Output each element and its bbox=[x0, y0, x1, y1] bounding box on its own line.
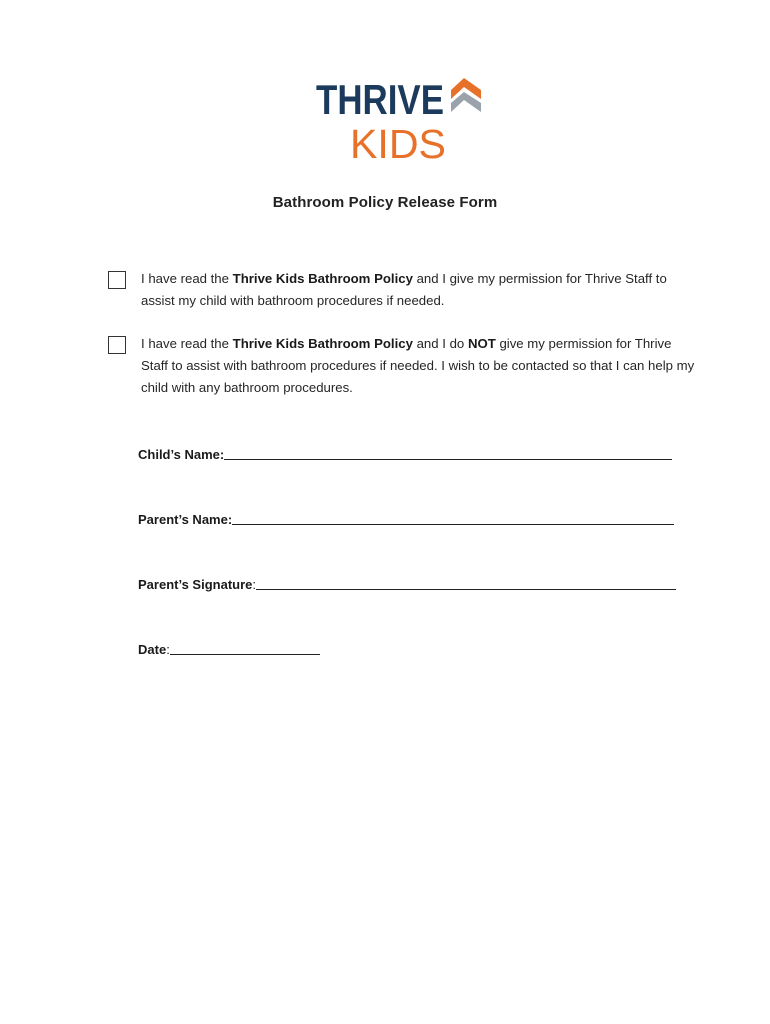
parent-name-field bbox=[138, 508, 674, 528]
date-field bbox=[138, 638, 320, 658]
logo-kids-text: KIDS bbox=[350, 121, 446, 162]
parent-signature-label: Parent’s Signature: bbox=[138, 577, 257, 592]
logo-house-icon bbox=[451, 78, 481, 112]
date-label: Date: bbox=[138, 642, 170, 657]
give-permission-checkbox[interactable] bbox=[108, 271, 126, 289]
form-title: Bathroom Policy Release Form bbox=[272, 194, 498, 211]
child-name-input-line[interactable] bbox=[224, 459, 672, 460]
parent-signature-input-line[interactable] bbox=[256, 589, 676, 590]
parent-name-input-line[interactable] bbox=[232, 524, 674, 525]
deny-permission-checkbox[interactable] bbox=[108, 336, 126, 354]
child-name-label: Child’s Name: bbox=[138, 447, 225, 462]
deny-permission-text: I have read the Thrive Kids Bathroom Policy and I do NOT give my permission for Thrive Staff to assist with bathroom procedures if needed. I wish to be contacted so that I can help my child with any bathroom procedures. bbox=[141, 336, 695, 395]
give-permission-text: I have read the Thrive Kids Bathroom Policy and I give my permission for Thrive Staff to assist my child with bathroom procedures if needed. bbox=[141, 271, 667, 308]
logo-thrive-text: THRIVE bbox=[316, 76, 444, 123]
thrive-kids-logo bbox=[314, 76, 486, 162]
parent-name-label: Parent’s Name: bbox=[138, 512, 233, 527]
child-name-field bbox=[138, 443, 672, 463]
parent-signature-field bbox=[138, 573, 676, 593]
date-input-line[interactable] bbox=[170, 654, 320, 655]
